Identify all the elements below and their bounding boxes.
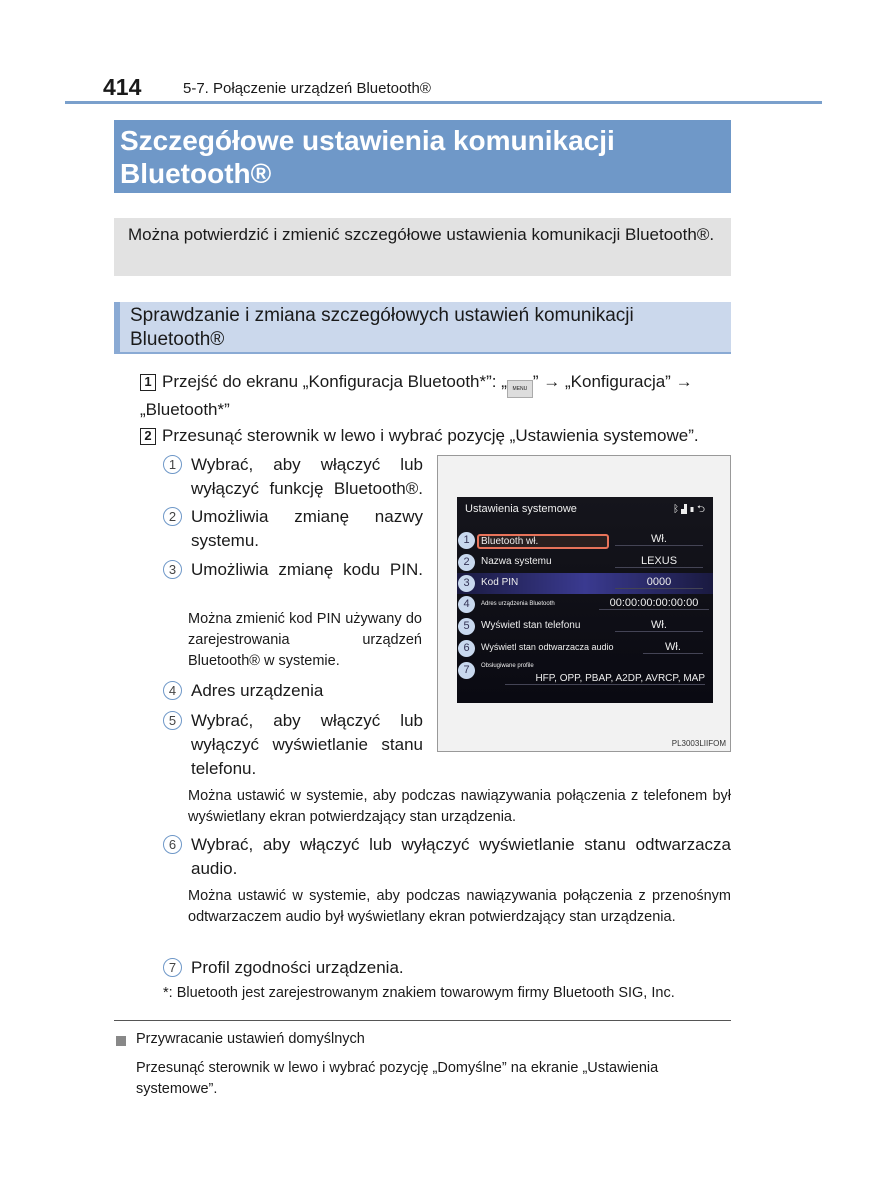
battery-icon: ▮	[688, 504, 697, 515]
item-3-note: Można zmienić kod PIN używany do zarejestrowania urządzeń Bluetooth® w systemie.	[188, 611, 422, 669]
divider	[114, 1020, 731, 1021]
circled-number: 6	[163, 835, 182, 854]
row-value: 00:00:00:00:00:00	[599, 597, 709, 610]
row-value: LEXUS	[615, 555, 703, 568]
item-6	[163, 833, 731, 881]
screen-row	[457, 552, 713, 573]
screen-row	[457, 616, 713, 637]
row-label: Obsługiwane profile	[481, 663, 534, 669]
item-2	[163, 505, 423, 553]
screen-title: Ustawienia systemowe	[465, 503, 577, 515]
step-number: 1	[140, 374, 156, 391]
row-number: 5	[458, 618, 475, 635]
row-label: Kod PIN	[481, 577, 519, 588]
screen-row	[457, 638, 713, 659]
step-2	[140, 424, 732, 447]
row-label: Wyświetl stan telefonu	[481, 620, 581, 631]
row-number: 1	[458, 532, 475, 549]
signal-icon: ▟	[680, 504, 689, 515]
item-6-note: Można ustawić w systemie, aby podczas nawiązywania połączenia z przenośnym odtwarzaczem audio był wyświetlany ekran potwierdzający stan urządzenia.	[188, 888, 731, 925]
row-label: Wyświetl stan odtwarzacza audio	[481, 642, 614, 652]
row-number: 6	[458, 640, 475, 657]
row-number: 3	[458, 575, 475, 592]
page-title: Szczegółowe ustawienia komunikacji Bluetooth®	[114, 120, 731, 193]
row-number: 4	[458, 596, 475, 613]
intro-box: Można potwierdzić i zmienić szczegółowe ustawienia komunikacji Bluetooth®.	[114, 218, 731, 276]
item-5-note: Można ustawić w systemie, aby podczas nawiązywania połączenia z telefonem był wyświetlany ekran potwierdzający stan urządzenia.	[188, 788, 731, 825]
figure-code: PL3003LIIFOM	[671, 739, 726, 748]
item-text: Umożliwia zmianę kodu PIN.	[191, 560, 423, 579]
screen-row	[457, 573, 713, 594]
chapter-heading: 5-7. Połączenie urządzeń Bluetooth®	[183, 80, 431, 97]
row-value: Wł.	[643, 641, 703, 654]
item-3	[163, 558, 423, 582]
status-icons	[673, 502, 707, 519]
row-value: 0000	[615, 576, 703, 589]
step-text: ” → „Konfiguracja” → „Bluetooth*”	[140, 372, 693, 419]
subsection-text: Przesunąć sterownik w lewo i wybrać pozycję „Domyślne” na ekranie „Ustawienia systemowe”.	[136, 1060, 659, 1097]
footnote: *: Bluetooth jest zarejestrowanym znakiem towarowym firmy Bluetooth SIG, Inc.	[163, 985, 675, 1001]
header-rule	[65, 101, 822, 104]
item-5	[163, 709, 423, 781]
step-text: Przesunąć sterownik w lewo i wybrać pozycję „Ustawienia systemowe”.	[162, 426, 699, 445]
square-bullet-icon	[116, 1036, 126, 1046]
row-label: Bluetooth wł.	[477, 534, 609, 549]
row-label: Nazwa systemu	[481, 556, 552, 567]
circled-number: 4	[163, 681, 182, 700]
row-value: Wł.	[615, 619, 703, 632]
row-label: Adres urządzenia Bluetooth	[481, 601, 555, 607]
item-4	[163, 679, 423, 703]
system-settings-screen	[457, 497, 713, 703]
subsection-title: Przywracanie ustawień domyślnych	[136, 1031, 365, 1047]
item-text: Wybrać, aby włączyć lub wyłączyć wyświetlanie stanu odtwarzacza audio.	[191, 835, 731, 878]
step-number: 2	[140, 428, 156, 445]
item-text: Adres urządzenia	[191, 681, 324, 700]
bluetooth-icon: ᛒ	[672, 504, 681, 515]
section-heading: Sprawdzanie i zmiana szczegółowych ustawień komunikacji Bluetooth®	[114, 302, 731, 354]
screen-row	[457, 530, 713, 551]
item-text: Wybrać, aby włączyć lub wyłączyć wyświetlanie stanu telefonu.	[191, 711, 423, 778]
circled-number: 7	[163, 958, 182, 977]
page-number: 414	[103, 74, 142, 100]
step-1	[140, 370, 732, 421]
item-1	[163, 453, 423, 501]
screen-row	[457, 594, 713, 615]
item-7	[163, 956, 563, 980]
row-value: Wł.	[615, 533, 703, 546]
settings-screen-figure	[437, 455, 731, 752]
circled-number: 5	[163, 711, 182, 730]
circled-number: 2	[163, 507, 182, 526]
back-icon: ⮌	[696, 504, 707, 515]
item-text: Wybrać, aby włączyć lub wyłączyć funkcję Bluetooth®.	[191, 455, 423, 498]
circled-number: 1	[163, 455, 182, 474]
row-value: HFP, OPP, PBAP, A2DP, AVRCP, MAP	[505, 673, 705, 685]
row-number: 7	[458, 662, 475, 679]
item-text: Umożliwia zmianę nazwy systemu.	[191, 507, 423, 550]
step-text: Przejść do ekranu „Konfiguracja Bluetooth*”: „	[162, 372, 507, 391]
screen-row	[457, 660, 713, 690]
circled-number: 3	[163, 560, 182, 579]
menu-button-icon: MENU	[507, 380, 533, 398]
item-text: Profil zgodności urządzenia.	[191, 958, 404, 977]
row-number: 2	[458, 554, 475, 571]
